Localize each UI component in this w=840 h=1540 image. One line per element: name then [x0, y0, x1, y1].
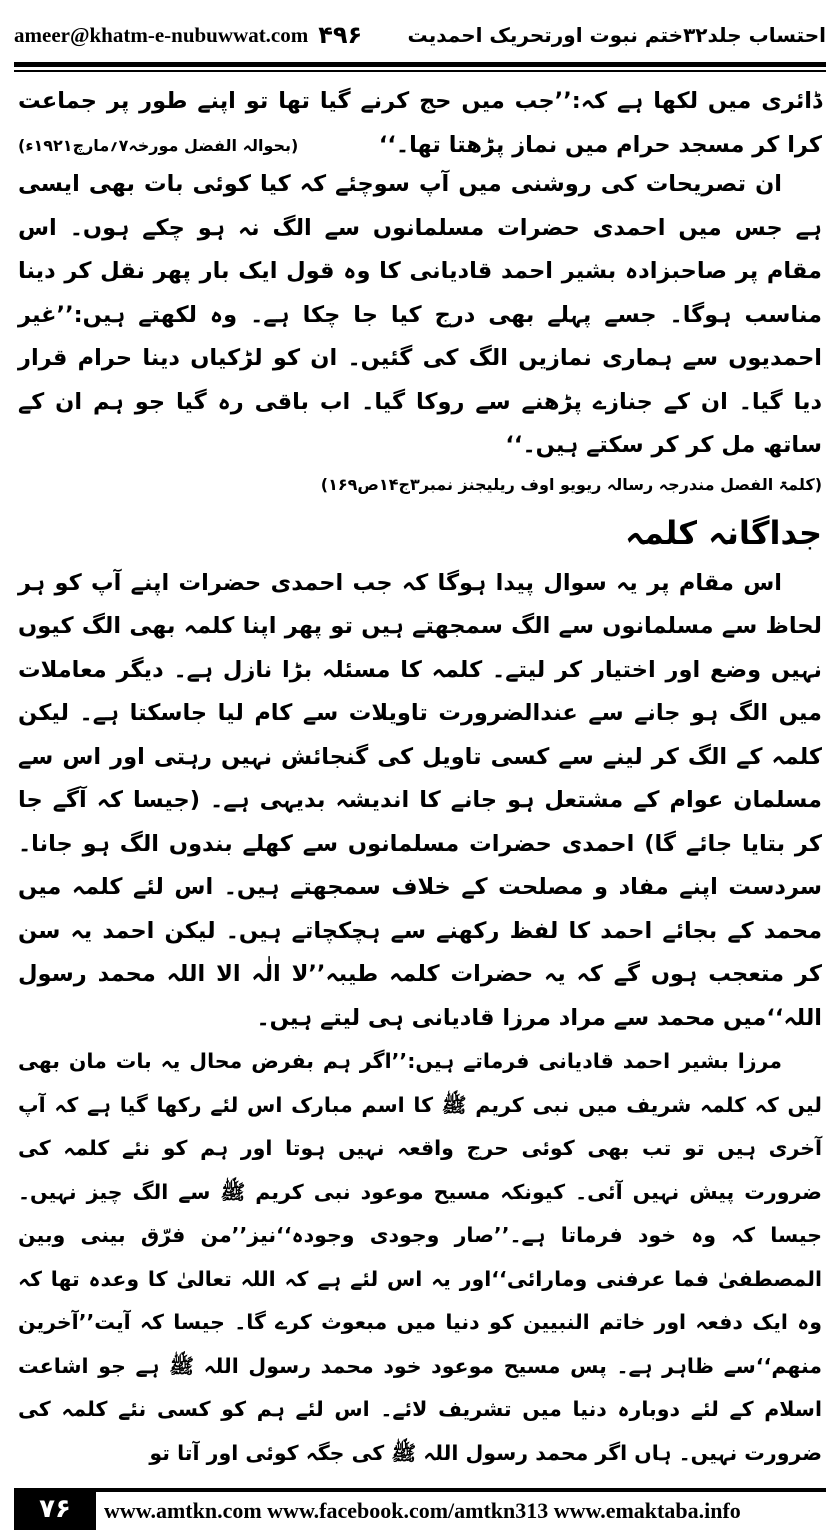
section-heading: جداگانہ کلمہ — [625, 513, 822, 552]
header-left — [14, 21, 362, 49]
header-rule-thin — [14, 70, 826, 72]
page-header — [14, 10, 826, 60]
page-number: ۴۹۶ — [318, 21, 363, 49]
page-footer — [14, 1486, 826, 1532]
footer-links-area — [96, 1488, 826, 1530]
book-title: احتساب جلد۳۲ختم نبوت اورتحریک احمدیت — [407, 23, 826, 47]
footer-rule — [96, 1488, 826, 1492]
footer-page-label: ۷۶ — [14, 1488, 96, 1530]
page-body — [18, 80, 822, 1475]
paragraph-2: ان تصریحات کی روشنی میں آپ سوچئے کہ کیا کوئی بات بھی ایسی ہے جس میں احمدی حضرات مسلمانوں سے الگ نہ ہو چکے ہوں۔ اس مقام پر صاحبزادہ بشیر احمد قادیانی کا وہ قول ایک بار پھر نقل کر دینا مناسب ہوگا۔ جسے پہلے بھی درج کیا جا چکا ہے۔ وہ لکھتے ہیں:’’غیر احمدیوں سے ہماری نمازیں الگ کی گئیں۔ ان کو لڑکیاں دینا حرام قرار دیا گیا۔ ان کے جنازے پڑھنے سے روکا گیا۔ اب باقی رہ گیا جو ہم ان کے ساتھ مل کر کر سکتے ہیں۔‘‘ — [18, 171, 822, 458]
citation-2: (کلمۃ الفصل مندرجہ رسالہ ریویو اوف ریلیجنز نمبر۳ج۱۴ص۱۶۹) — [320, 474, 822, 494]
paragraph-1: ڈائری میں لکھا ہے کہ:’’جب میں حج کرنے گیا تھا تو اپنے طور پر جماعت کرا کر مسجد حرام میں نماز پڑھتا تھا۔‘‘ — [18, 88, 822, 158]
paragraph-3: اس مقام پر یہ سوال پیدا ہوگا کہ جب احمدی حضرات اپنے آپ کو ہر لحاظ سے مسلمانوں سے الگ سمجھتے ہیں تو پھر اپنا کلمہ بھی الگ کیوں نہیں وضع اور اختیار کر لیتے۔ کلمہ کا مسئلہ بڑا نازل ہے۔ دیگر معاملات میں الگ ہو جانے سے عندالضرورت تاویلات سے کام لیا جاسکتا ہے۔ لیکن کلمہ کے الگ کر لینے سے کسی تاویل کی گنجائش نہیں رہتی اور اس سے مسلمان عوام کے مشتعل ہو جانے کا اندیشہ بدیہی ہے۔ (جیسا کہ آگے جا کر بتایا جائے گا) احمدی حضرات مسلمانوں سے کھلے بندوں الگ ہو جانا۔ سردست اپنے مفاد و مصلحت کے خلاف سمجھتے ہیں۔ اس لئے کلمہ میں محمد کے بجائے احمد کا لفظ رکھنے سے ہچکچاتے ہیں۔ لیکن احمد یہ سن کر متعجب ہوں گے کہ یہ حضرات کلمہ طیبہ’’لا الٰہ الا اللہ محمد رسول اللہ‘‘میں محمد سے مراد مرزا قادیانی ہی لیتے ہیں۔ — [18, 569, 822, 1031]
header-email: ameer@khatm-e-nubuwwat.com — [14, 22, 309, 47]
citation-1: (بحوالہ الفضل مورخہ۷؍مارچ۱۹۲۱ء) — [18, 136, 299, 155]
footer-urls: www.amtkn.com www.facebook.com/amtkn313 www.emaktaba.info — [104, 1498, 741, 1523]
header-rule-thick — [14, 62, 826, 67]
paragraph-4: مرزا بشیر احمد قادیانی فرماتے ہیں:’’اگر ہم بفرض محال یہ بات مان بھی لیں کہ کلمہ شریف میں نبی کریم ﷺ کا اسم مبارک اس لئے رکھا گیا ہے کہ آپ آخری ہیں تو تب بھی کوئی حرج واقعہ نہیں ہوتا اور ہم کو نئے کلمہ کی ضرورت پیش نہیں آئی۔ کیونکہ مسیح موعود نبی کریم ﷺ سے الگ چیز نہیں۔ جیسا کہ وہ خود فرماتا ہے۔’’صار وجودی وجودہ‘‘نیز’’من فرّق بینی وبین المصطفیٰ فما عرفنی ومارائی‘‘اور یہ اس لئے ہے کہ اللہ تعالیٰ کا وعدہ تھا کہ وہ ایک دفعہ اور خاتم النبیین کو دنیا میں مبعوث کرے گا۔ جیسا کہ آیت’’آخرین منھم‘‘سے ظاہر ہے۔ پس مسیح موعود خود محمد رسول اللہ ﷺ ہے جو اشاعت اسلام کے لئے دوبارہ دنیا میں تشریف لائے۔ اس لئے ہم کو کسی نئے کلمہ کی ضرورت نہیں۔ ہاں اگر محمد رسول اللہ ﷺ کی جگہ کوئی اور آتا تو — [18, 1049, 822, 1465]
